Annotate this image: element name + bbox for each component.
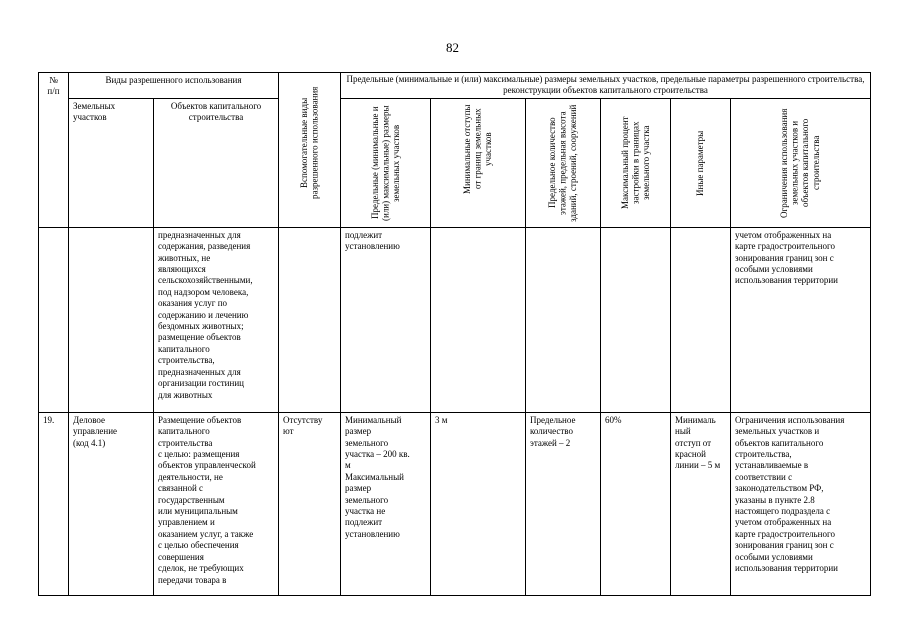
cell-objects: Размещение объектов капитального строительства с целью: размещения объектов управленческой деятельности, не связанной с государственным или муниципальным управлением и оказанием услуг, а также с целью обеспечения совершения сделок, не требующих передачи товара в [154,412,279,595]
page-number: 82 [446,40,459,55]
table-row [39,227,871,412]
cell-sizes: подлежит установлению [341,227,431,412]
cell-coverage [601,227,671,412]
cell-land: Деловое управление (код 4.1) [69,412,154,595]
cell-sizes: Минимальный размер земельного участка – 200 кв. м Максимальный размер земельного участка не подлежит установлению [341,412,431,595]
header-num: № п/п [39,73,69,228]
header-row-2 [39,98,871,227]
header-floors-label: Предельное количество этажей, предельная высота зданий, строений, сооружений [547,104,579,222]
header-coverage [601,98,671,227]
cell-restrictions: учетом отображенных на карте градостроительного зонирования границ зон с особыми условиями использования территории [731,227,871,412]
table-row [39,412,871,595]
header-other [671,98,731,227]
cell-setbacks [431,227,526,412]
cell-objects: предназначенных для содержания, разведения животных, не являющихся сельскохозяйственными, под надзором человека, оказания услуг по содержанию и лечению бездомных животных; размещение объектов капитального строительства, предназначенных для организации гостиниц для животных [154,227,279,412]
header-sizes-label: Предельные (минимальные и (или) максимальные) размеры земельных участков [369,105,401,221]
cell-num [39,227,69,412]
cell-floors [526,227,601,412]
header-floors [526,98,601,227]
header-restrictions [731,98,871,227]
cell-land [69,227,154,412]
cell-other: Минималь ный отступ от красной линии – 5 м [671,412,731,595]
header-coverage-label: Максимальный процент застройки в границах земельного участка [619,116,651,210]
header-vri-group: Виды разрешенного использования [69,73,279,99]
cell-num: 19. [39,412,69,595]
header-setbacks-label: Минимальные отступы от границ земельных участков [462,104,494,194]
header-sizes [341,98,431,227]
cell-restrictions: Ограничения использования земельных участков и объектов капитального строительства, устанавливаемые в соответствии с законодательством РФ, указаны в пункте 2.8 настоящего подраздела с учетом отображенных на карте градостроительного зонирования границ зон с особыми условиями использования территории [731,412,871,595]
cell-coverage: 60% [601,412,671,595]
header-land-plots: Земельных участков [69,98,154,227]
cell-aux [279,227,341,412]
cell-setbacks: 3 м [431,412,526,595]
header-aux-vri [279,73,341,228]
cell-aux: Отсутству ют [279,412,341,595]
header-setbacks [431,98,526,227]
land-use-regulations-table [38,72,871,596]
header-aux-vri-label: Вспомогательные виды разрешенного использования [298,86,320,200]
header-row-1 [39,73,871,99]
cell-floors: Предельное количество этажей – 2 [526,412,601,595]
header-limits-group: Предельные (минимальные и (или) максимальные) размеры земельных участков, предельные параметры разрешенного строительства, реконструкции объектов капитального строительства [341,73,871,99]
header-other-label: Иные параметры [695,130,706,196]
cell-other [671,227,731,412]
header-cap-objects: Объектов капитального строительства [154,98,279,227]
header-restrictions-label: Ограничения использования земельных участков и объектов капитального строительства [779,108,822,218]
